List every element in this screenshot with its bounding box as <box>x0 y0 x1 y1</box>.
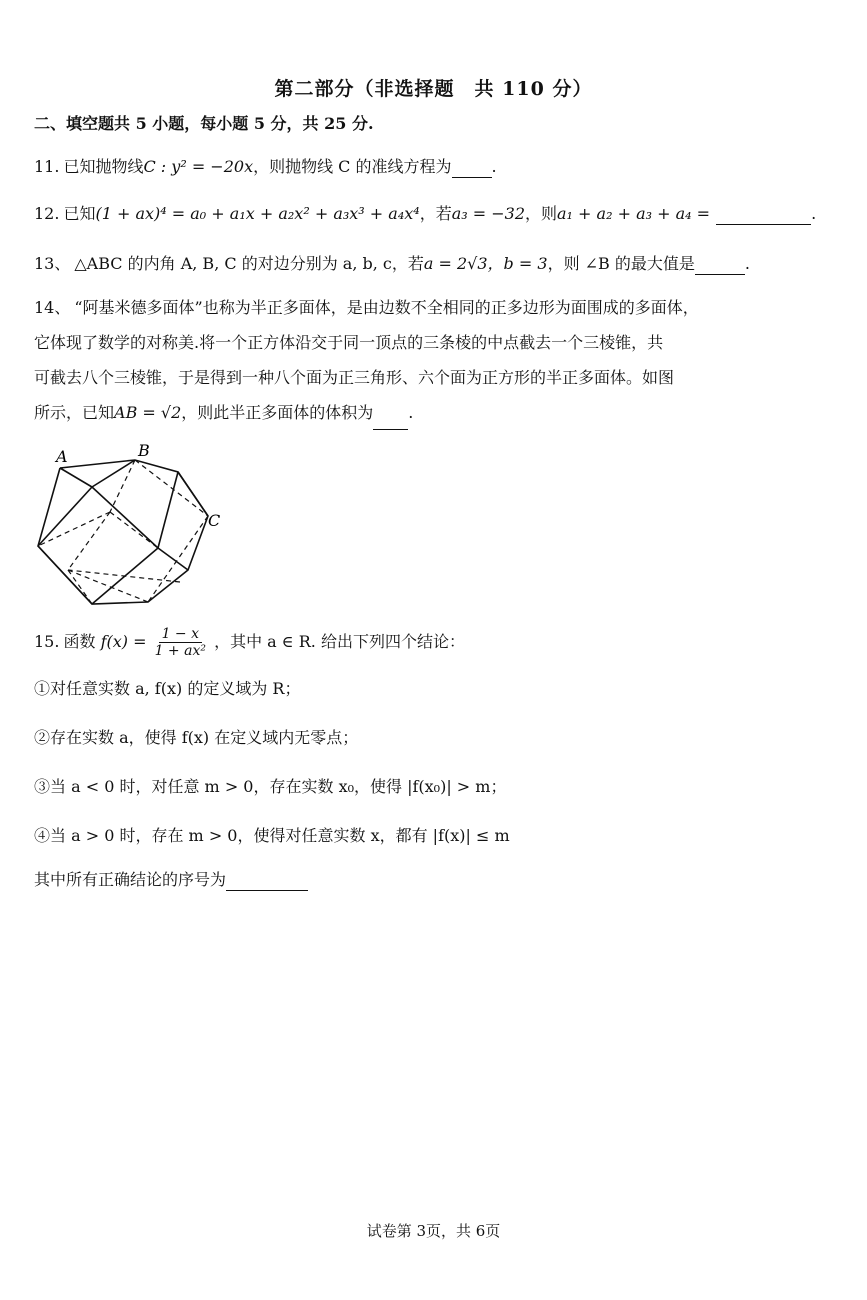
q11-pre: 已知抛物线 <box>63 157 144 176</box>
edge <box>158 548 188 570</box>
q13-post: ，则 ∠B 的最大值是 <box>547 254 695 273</box>
q14-line2: 它体现了数学的对称美.将一个正方体沿交于同一顶点的三条棱的中点截去一个三棱锥，共 <box>34 333 664 352</box>
section-title: 第二部分（非选择题 共 110 分） <box>274 78 593 100</box>
q12-post: ，则 <box>525 204 558 223</box>
q14-line3: 可截去八个三棱锥，于是得到一种八个面为正三角形、六个面为正方形的半正多面体。如图 <box>34 368 675 387</box>
label-b: B <box>138 442 150 460</box>
q14-line4-expr: AB = √2 <box>114 403 182 422</box>
q15-fname: f(x) = <box>100 632 147 651</box>
fill-heading: 二、填空题共 5 小题，每小题 5 分，共 25 分. <box>34 114 374 133</box>
q12-sum: a₁ + a₂ + a₃ + a₄ = <box>557 204 711 223</box>
hidden-edge <box>38 512 110 546</box>
label-c: C <box>208 511 221 530</box>
q14-line4-pre: 所示，已知 <box>34 403 115 422</box>
hidden-edge <box>68 512 110 570</box>
edge <box>158 472 178 548</box>
question-12 <box>34 203 816 225</box>
hidden-edge <box>135 460 208 516</box>
q15-final-text: 其中所有正确结论的序号为 <box>34 870 227 889</box>
question-15 <box>34 626 465 666</box>
edge <box>38 546 158 548</box>
q15-numerator: 1 − x <box>159 626 202 643</box>
hidden-edge <box>68 570 180 582</box>
q12-cond: a₃ = −32 <box>451 204 525 223</box>
question-14 <box>34 290 834 430</box>
question-11 <box>34 156 497 178</box>
q13-number: 13、 <box>34 254 71 273</box>
q13-answer-blank[interactable] <box>695 260 745 275</box>
q15-answer-blank[interactable] <box>226 876 308 891</box>
q13-end: . <box>744 254 750 273</box>
figure-outline <box>38 460 208 604</box>
q12-mid: ，若 <box>419 204 452 223</box>
question-13 <box>34 253 750 275</box>
q12-end: . <box>811 204 817 223</box>
edge <box>38 546 92 604</box>
label-a: A <box>56 447 68 466</box>
q11-end: . <box>491 157 497 176</box>
q14-number: 14、 <box>34 298 71 317</box>
q13-pre: △ABC 的内角 A, B, C 的对边分别为 a, b, c，若 <box>74 254 424 273</box>
q14-answer-blank[interactable] <box>373 415 408 430</box>
edge <box>92 487 158 548</box>
q15-pre: 函数 <box>63 632 96 651</box>
q12-answer-blank[interactable] <box>716 210 811 225</box>
q12-number: 12. <box>34 204 60 223</box>
cuboctahedron-figure <box>30 442 240 612</box>
q14-end: . <box>408 403 414 422</box>
q15-item-3: ③当 a < 0 时，对任意 m > 0，存在实数 x₀，使得 |f(x₀)| > m； <box>34 777 507 796</box>
q12-expr: (1 + ax)⁴ = a₀ + a₁x + a₂x² + a₃x³ + a₄x⁴ <box>95 204 420 223</box>
edge <box>178 472 208 516</box>
q15-final <box>34 869 308 891</box>
q15-item-4: ④当 a > 0 时，存在 m > 0，使得对任意实数 x，都有 |f(x)| ≤ m <box>34 826 510 845</box>
q15-post: ，其中 a ∈ R. 给出下列四个结论： <box>214 632 465 651</box>
q11-expr: C : y² = −20x <box>143 157 254 176</box>
q15-fraction <box>152 626 209 659</box>
hidden-edge <box>110 512 158 548</box>
q15-item-1: ①对任意实数 a, f(x) 的定义域为 R； <box>34 679 301 698</box>
edge <box>60 468 92 487</box>
q11-post: ，则抛物线 C 的准线方程为 <box>253 157 452 176</box>
q14-line1: “阿基米德多面体”也称为半正多面体，是由边数不全相同的正多边形为面围成的多面体， <box>74 298 699 317</box>
q14-line4-post: ，则此半正多面体的体积为 <box>181 403 374 422</box>
q11-answer-blank[interactable] <box>452 163 492 178</box>
page-footer: 试卷第 3页，共 6页 <box>366 1222 501 1240</box>
q15-denominator: 1 + ax² <box>154 643 206 659</box>
q15-item-2: ②存在实数 a，使得 f(x) 在定义域内无零点； <box>34 728 359 747</box>
q12-pre: 已知 <box>63 204 96 223</box>
hidden-edge <box>148 516 208 602</box>
q15-number: 15. <box>34 632 60 651</box>
q13-cond: a = 2√3，b = 3 <box>423 254 548 273</box>
q11-number: 11. <box>34 157 60 176</box>
